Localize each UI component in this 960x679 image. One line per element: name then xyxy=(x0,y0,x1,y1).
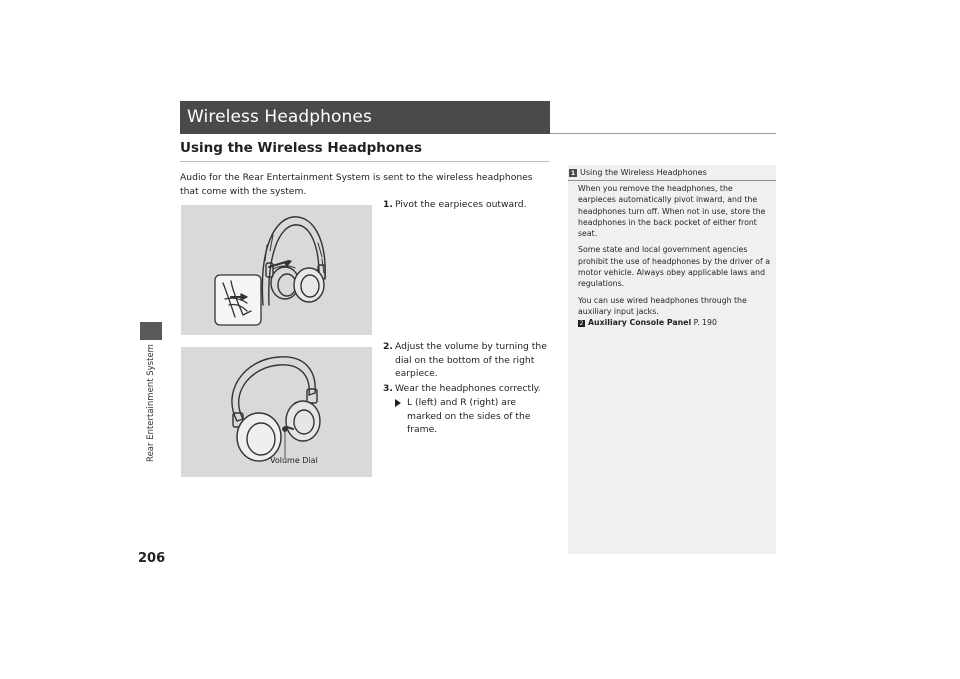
note-paragraph: When you remove the headphones, the earpieces automatically pivot inward, and the headphones turn off. When not in use, store the headphones in the back pocket of either front seat. xyxy=(578,184,766,239)
step-3-result xyxy=(395,396,553,437)
illustration-pivot-earpieces xyxy=(181,205,372,335)
subheading-rule xyxy=(180,161,550,162)
note-paragraph-text: You can use wired headphones through the auxiliary input jacks. xyxy=(578,295,747,316)
step-number: 1. xyxy=(383,199,393,210)
volume-dial-callout: Volume Dial xyxy=(270,456,318,465)
note-body xyxy=(578,183,771,334)
note-heading: Using the Wireless Headphones xyxy=(580,168,707,177)
page-title: Wireless Headphones xyxy=(187,107,372,127)
title-bar xyxy=(180,101,550,134)
note-paragraph: Some state and local government agencies prohibit the use of headphones by the driver of a motor vehicle. Always obey applicable laws and regulations. xyxy=(578,245,770,289)
step-result-text: L (left) and R (right) are marked on the sides of the frame. xyxy=(407,397,531,435)
triangle-right-icon xyxy=(395,399,401,407)
step-2 xyxy=(383,340,551,381)
headphones-pivot-illustration xyxy=(181,205,372,335)
page-number: 206 xyxy=(138,551,166,566)
cross-reference-page: P. 190 xyxy=(693,318,717,328)
step-text: Pivot the earpieces outward. xyxy=(395,199,527,210)
section-subheading: Using the Wireless Headphones xyxy=(180,140,422,156)
cross-reference-link[interactable]: Auxiliary Console Panel xyxy=(588,318,692,328)
section-label-text: Rear Entertainment System xyxy=(146,344,156,462)
intro-paragraph: Audio for the Rear Entertainment System is sent to the wireless headphones that come with the system. xyxy=(180,172,533,197)
step-text: Adjust the volume by turning the dial on the bottom of the right earpiece. xyxy=(395,341,547,379)
cross-reference-icon: 2 xyxy=(579,320,584,328)
side-note-panel xyxy=(568,165,776,554)
step-number: 2. xyxy=(383,341,393,352)
section-side-label xyxy=(141,344,161,462)
note-paragraph xyxy=(578,295,771,318)
step-text: Wear the headphones correctly. xyxy=(395,383,541,394)
note-number-badge: 1 xyxy=(570,169,576,177)
section-tab-marker xyxy=(140,322,162,340)
title-rule xyxy=(550,133,776,134)
note-header xyxy=(568,167,776,181)
step-3 xyxy=(383,382,551,396)
cross-reference[interactable] xyxy=(578,317,771,328)
step-number: 3. xyxy=(383,383,393,394)
step-1 xyxy=(383,198,551,212)
